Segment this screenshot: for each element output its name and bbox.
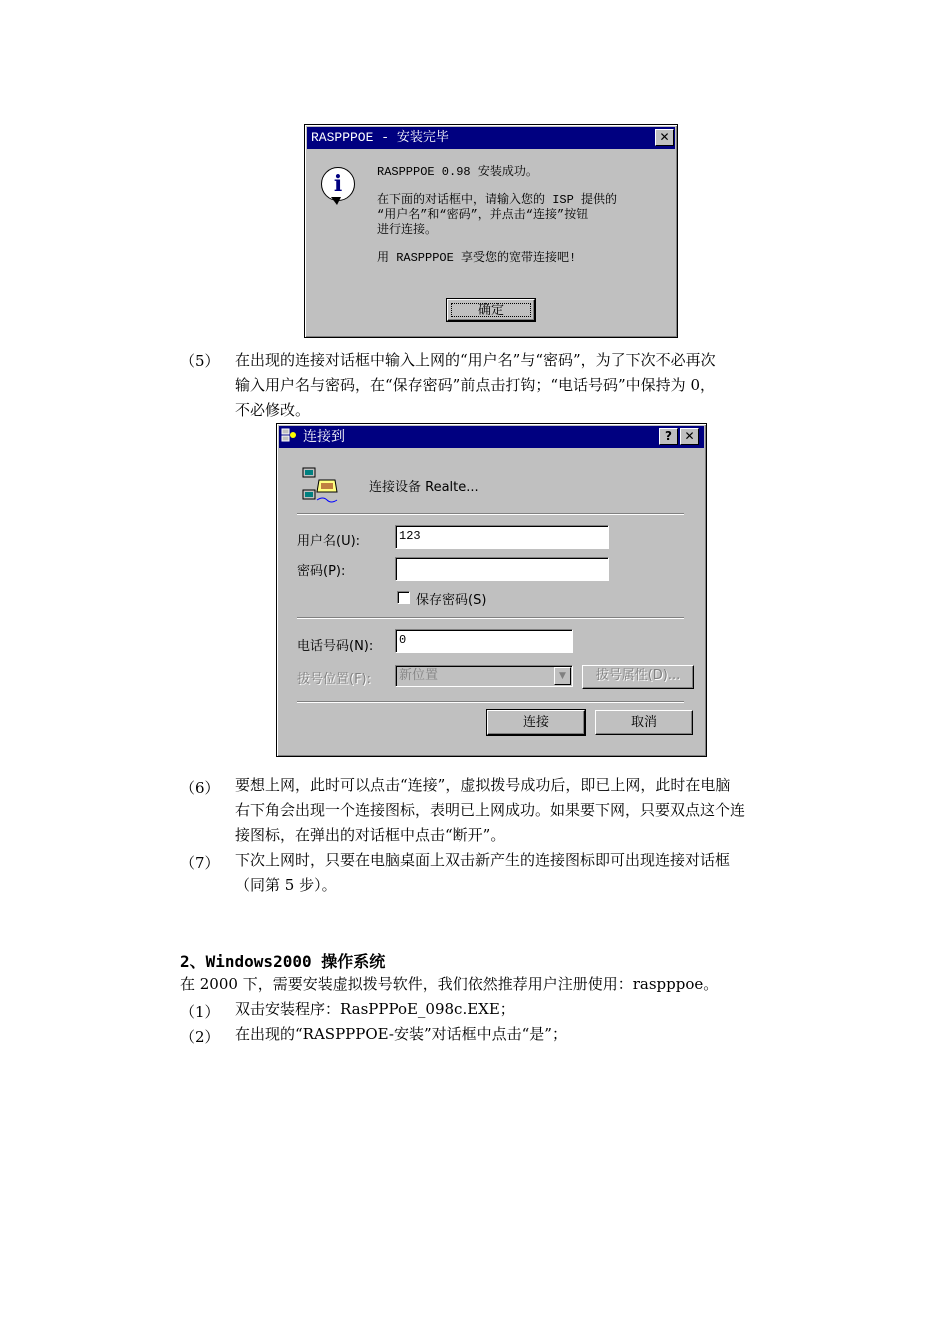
- connect-button[interactable]: 连接: [487, 710, 585, 735]
- password-label: 密码(P):: [297, 564, 346, 579]
- step-text: 在出现的连接对话框中输入上网的“用户名”与“密码”，为了下次不必再次 输入用户名与密码，在“保存密码”前点击打钩；“电话号码”中保持为 0， 不必修改。: [235, 351, 716, 419]
- step-number: （6）: [180, 779, 220, 797]
- step-text: 在出现的“RASPPPOE-安装”对话框中点击“是”；: [235, 1025, 567, 1043]
- device-label: 连接设备 Realte...: [369, 480, 479, 495]
- separator: [297, 617, 684, 619]
- info-icon-tail: [331, 197, 341, 205]
- step-text: 要想上网，此时可以点击“连接”，虚拟拨号成功后，即已上网，此时在电脑 右下角会出现一个连接图标，表明已上网成功。如果要下网，只要双点这个连 接图标，在弹出的对话框中点击“断开”。: [235, 776, 746, 844]
- connect-to-dialog: [276, 423, 707, 757]
- step-text: 下次上网时，只要在电脑桌面上双击新产生的连接图标即可出现连接对话框 （同第 5 步）。: [235, 851, 731, 894]
- username-field[interactable]: 123: [395, 525, 609, 549]
- dial-properties-button: 拔号属性(D)...: [582, 665, 694, 689]
- dialog-title: RASPPPOE - 安装完毕: [307, 127, 675, 149]
- save-password-label: 保存密码(S): [416, 593, 487, 608]
- step-number: （5）: [180, 352, 220, 370]
- step-number: （7）: [180, 854, 220, 872]
- message-line: 用 RASPPPOE 享受您的宽带连接吧!: [377, 251, 577, 265]
- dialog-title: 连接到: [279, 426, 704, 448]
- dial-location-label: 拔号位置(F):: [297, 672, 372, 687]
- step-number: （1）: [180, 1003, 220, 1021]
- step-text: 双击安装程序：RasPPPoE_098c.EXE；: [235, 1000, 515, 1018]
- info-icon: i: [321, 167, 355, 201]
- step-number: （2）: [180, 1028, 220, 1046]
- section-heading: 2、Windows2000 操作系统: [180, 952, 386, 971]
- username-label: 用户名(U):: [297, 534, 361, 549]
- password-field[interactable]: [395, 557, 609, 581]
- save-password-checkbox[interactable]: [397, 591, 410, 604]
- section-intro: 在 2000 下，需要安装虚拟拨号软件，我们依然推荐用户注册使用：raspppoe。: [180, 975, 719, 993]
- phone-label: 电话号码(N):: [297, 639, 374, 654]
- chevron-down-icon: ▼: [554, 667, 571, 685]
- message-line: RASPPPOE 0.98 安装成功。: [377, 165, 538, 179]
- close-icon[interactable]: ✕: [680, 428, 699, 445]
- message-line: “用户名”和“密码”，并点击“连接”按钮: [377, 208, 589, 222]
- message-line: 在下面的对话框中，请输入您的 ISP 提供的: [377, 193, 618, 207]
- install-complete-dialog: [304, 124, 678, 338]
- cancel-button[interactable]: 取消: [595, 710, 693, 735]
- dialup-icon: [281, 428, 297, 442]
- ok-button[interactable]: 确定: [447, 299, 535, 321]
- modem-phone-icon: [301, 466, 341, 506]
- separator: [297, 701, 684, 703]
- phone-number-field[interactable]: 0: [395, 629, 573, 653]
- close-icon[interactable]: ✕: [655, 129, 674, 146]
- message-line: 进行连接。: [377, 223, 438, 237]
- help-icon[interactable]: ?: [659, 428, 678, 445]
- separator: [297, 513, 684, 515]
- dial-location-select: 新位置 ▼: [395, 665, 573, 687]
